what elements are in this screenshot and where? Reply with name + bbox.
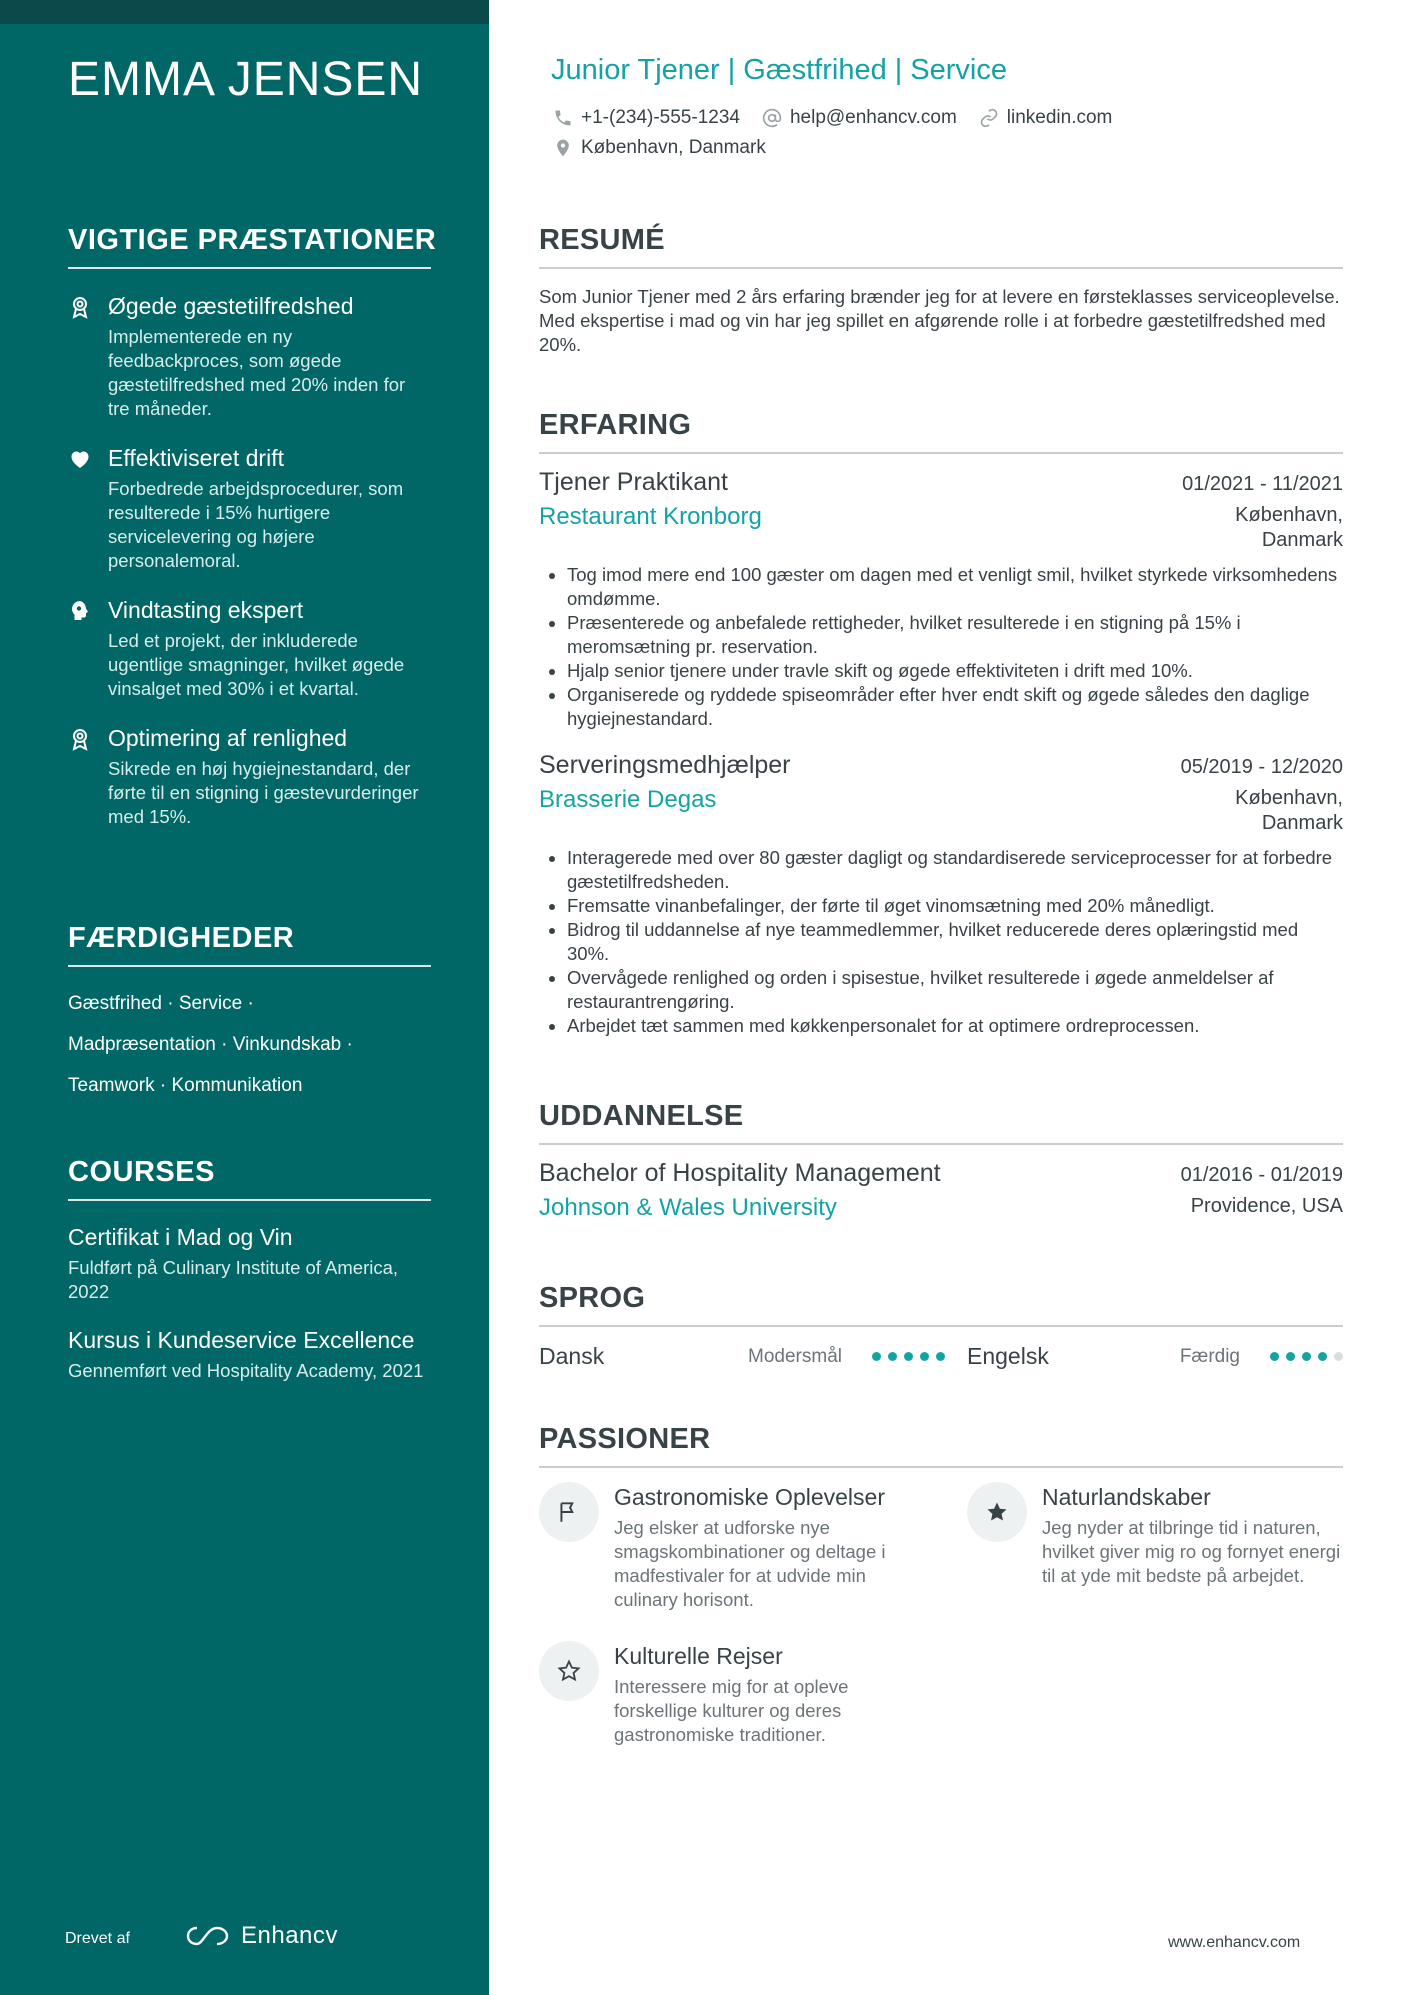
passion-icon-wrap — [539, 1482, 599, 1542]
job-location-country: Danmark — [1261, 529, 1343, 551]
achievement-desc: Forbedrede arbejdsprocedurer, som resulterede i 15% hurtigere servicelevering og højere personalemoral. — [108, 478, 404, 571]
achievement-item — [68, 595, 431, 701]
language-item — [539, 1343, 967, 1370]
award-icon — [68, 727, 92, 751]
headline-separator: | — [727, 54, 736, 86]
powered-by-label: Drevet af — [65, 1930, 130, 1947]
passion-item — [539, 1641, 919, 1747]
course-item — [68, 1223, 431, 1304]
course-item — [68, 1326, 431, 1383]
summary-section — [539, 224, 1343, 357]
rating-dot-filled — [1302, 1352, 1311, 1361]
passion-desc: Jeg nyder at tilbringe tid i naturen, hvilket giver mig ro og fornyet energi til at yde mit bedste på arbejdet. — [1042, 1517, 1341, 1586]
heart-icon — [68, 447, 92, 471]
courses-heading: COURSES — [68, 1156, 431, 1201]
headline-separator: | — [894, 54, 903, 86]
education-location: Providence, USA — [1190, 1195, 1343, 1217]
headline — [551, 54, 1007, 87]
education-entry — [539, 1159, 1343, 1222]
courses-section — [68, 1156, 431, 1383]
enhancv-logo-icon — [185, 1924, 231, 1948]
contact-linkedin[interactable] — [979, 107, 1113, 129]
skills-line: Madpræsentation · Vinkundskab · — [68, 1034, 353, 1055]
course-title: Certifikat i Mad og Vin — [68, 1224, 293, 1250]
experience-section — [539, 409, 1343, 1038]
flag-icon — [556, 1499, 582, 1525]
sidebar — [0, 0, 489, 1995]
contact-row — [553, 137, 788, 159]
achievement-title: Optimering af renlighed — [108, 725, 348, 751]
passion-item — [967, 1482, 1347, 1588]
phone-icon — [553, 108, 573, 128]
contact-email[interactable] — [762, 107, 957, 129]
headline-part: Service — [910, 54, 1007, 86]
passion-desc: Interessere mig for at opleve forskellige kulturer og deres gastronomiske traditioner. — [614, 1676, 849, 1745]
skills-line: Gæstfrihed · Service · — [68, 993, 254, 1014]
achievement-item — [68, 723, 431, 829]
brain-icon — [68, 599, 92, 623]
job-bullets — [539, 563, 1343, 731]
job-bullet: Tog imod mere end 100 gæster om dagen med et venligt smil, hvilket styrkede virksomhedens omdømme. — [539, 563, 1343, 611]
star-filled-icon — [985, 1500, 1009, 1524]
job-company: Restaurant Kronborg — [539, 503, 762, 530]
language-level: Færdig — [1179, 1345, 1240, 1367]
footer-url[interactable]: www.enhancv.com — [1168, 1934, 1301, 1951]
skills-heading: FÆRDIGHEDER — [68, 922, 431, 967]
rating-dot-filled — [888, 1352, 897, 1361]
achievement-item — [68, 291, 431, 421]
passion-icon-wrap — [539, 1641, 599, 1701]
achievement-title: Vindtasting ekspert — [108, 597, 304, 623]
course-title: Kursus i Kundeservice Excellence — [68, 1327, 415, 1353]
job-bullet: Overvågede renlighed og orden i spisestue, hvilket resulterede i øgede anmeldelser af restaurantrengøring. — [539, 966, 1343, 1014]
course-desc: Gennemført ved Hospitality Academy, 2021 — [68, 1360, 424, 1381]
passion-title: Gastronomiske Oplevelser — [614, 1484, 885, 1510]
job-date: 01/2021 - 11/2021 — [1182, 473, 1343, 495]
achievement-title: Effektiviseret drift — [108, 445, 284, 471]
rating-dot-filled — [1318, 1352, 1327, 1361]
enhancv-logo[interactable] — [185, 1922, 338, 1950]
job-bullets — [539, 846, 1343, 1038]
achievement-desc: Led et projekt, der inkluderede ugentlige smagninger, hvilket øgede vinsalget med 30% i et kvartal. — [108, 630, 405, 699]
contact-location — [553, 137, 766, 159]
link-icon — [979, 108, 999, 128]
contact-phone[interactable] — [553, 107, 740, 129]
job-title: Serveringsmedhjælper — [539, 751, 791, 779]
job-bullet: Organiserede og ryddede spiseområder efter hver endt skift og øgede således den daglige hygiejnestandard. — [539, 683, 1343, 731]
education-section — [539, 1100, 1343, 1222]
headline-part: Gæstfrihed — [743, 54, 887, 86]
rating-dot-filled — [920, 1352, 929, 1361]
location-pin-icon — [553, 138, 573, 158]
language-item — [967, 1343, 1343, 1370]
rating-dot-filled — [936, 1352, 945, 1361]
linkedin-text: linkedin.com — [1006, 107, 1113, 128]
skills-section — [68, 922, 431, 1106]
achievement-item — [68, 443, 431, 573]
education-degree: Bachelor of Hospitality Management — [539, 1159, 941, 1187]
passion-item — [539, 1482, 919, 1612]
language-rating — [1270, 1352, 1343, 1361]
job-date: 05/2019 - 12/2020 — [1180, 756, 1343, 778]
course-desc: Fuldført på Culinary Institute of America, 2022 — [68, 1257, 399, 1302]
passion-desc: Jeg elsker at udforske nye smagskombinationer og deltage i madfestivaler for at udvide min culinary horisont. — [614, 1517, 886, 1610]
passions-grid — [539, 1482, 1343, 1782]
passion-title: Naturlandskaber — [1042, 1484, 1211, 1510]
rating-dot-filled — [1270, 1352, 1279, 1361]
languages-section — [539, 1282, 1343, 1370]
job-bullet: Fremsatte vinanbefalinger, der førte til øget vinomsætning med 20% månedligt. — [539, 894, 1343, 918]
education-heading: UDDANNELSE — [539, 1100, 1343, 1145]
rating-dot-empty — [1334, 1352, 1343, 1361]
experience-heading: ERFARING — [539, 409, 1343, 454]
achievement-desc: Implementerede en ny feedbackproces, som øgede gæstetilfredshed med 20% inden for tre måneder. — [108, 326, 406, 419]
achievements-heading: VIGTIGE PRÆSTATIONER — [68, 224, 431, 269]
passion-title: Kulturelle Rejser — [614, 1643, 783, 1669]
job-entry — [539, 751, 1343, 1038]
award-icon — [68, 295, 92, 319]
job-company: Brasserie Degas — [539, 786, 717, 813]
passions-section — [539, 1423, 1343, 1782]
rating-dot-filled — [1286, 1352, 1295, 1361]
rating-dot-filled — [904, 1352, 913, 1361]
passion-icon-wrap — [967, 1482, 1027, 1542]
location-text: København, Danmark — [581, 137, 766, 158]
rating-dot-filled — [872, 1352, 881, 1361]
headline-part: Junior Tjener — [551, 54, 720, 86]
job-entry — [539, 468, 1343, 731]
enhancv-brand-text: Enhancv — [241, 1922, 338, 1949]
passions-heading: PASSIONER — [539, 1423, 1343, 1468]
star-outline-icon — [557, 1659, 581, 1683]
phone-text: +1-(234)-555-1234 — [581, 107, 740, 128]
achievements-section — [68, 224, 437, 829]
job-location — [1235, 503, 1343, 553]
email-text: help@enhancv.com — [789, 107, 957, 128]
job-bullet: Bidrog til uddannelse af nye teammedlemmer, hvilket reducerede deres oplæringstid med 30%. — [539, 918, 1343, 966]
job-bullet: Præsenterede og anbefalede rettigheder, hvilket resulterede i en stigning på 15% i meromsætning pr. reservation. — [539, 611, 1343, 659]
candidate-name: EMMA JENSEN — [68, 53, 424, 106]
languages-row — [539, 1343, 1343, 1370]
summary-heading: RESUMÉ — [539, 224, 1343, 269]
education-date: 01/2016 - 01/2019 — [1180, 1164, 1343, 1186]
languages-heading: SPROG — [539, 1282, 1343, 1327]
job-location-city: København, — [1235, 787, 1343, 809]
language-name: Engelsk — [967, 1343, 1049, 1369]
contact-row — [553, 107, 1134, 129]
job-bullet: Arbejdet tæt sammen med køkkenpersonalet for at optimere ordreprocessen. — [539, 1014, 1343, 1038]
achievement-title: Øgede gæstetilfredshed — [108, 293, 354, 319]
language-level: Modersmål — [748, 1345, 842, 1367]
summary-text: Som Junior Tjener med 2 års erfaring brænder jeg for at levere en førsteklasses serviceoplevelse. Med ekspertise i mad og vin har jeg spillet en afgørende rolle i at forbedre gæstetilfredshed med 20%. — [539, 286, 1340, 355]
job-bullet: Interagerede med over 80 gæster dagligt og standardiserede serviceprocesser for at forbedre gæstetilfredsheden. — [539, 846, 1343, 894]
language-name: Dansk — [539, 1343, 605, 1369]
achievement-desc: Sikrede en høj hygiejnestandard, der førte til en stigning i gæstevurderinger med 15%. — [108, 758, 419, 827]
job-bullet: Hjalp senior tjenere under travle skift og øgede effektiviteten i drift med 10%. — [539, 659, 1343, 683]
sidebar-top-bar — [0, 0, 489, 24]
at-icon — [762, 108, 782, 128]
job-location-city: København, — [1235, 504, 1343, 526]
education-school: Johnson & Wales University — [539, 1194, 837, 1221]
job-location — [1235, 786, 1343, 836]
job-location-country: Danmark — [1261, 812, 1343, 834]
job-title: Tjener Praktikant — [539, 468, 728, 496]
skills-line: Teamwork · Kommunikation — [68, 1075, 303, 1096]
language-rating — [872, 1352, 945, 1361]
skills-list — [68, 983, 431, 1106]
